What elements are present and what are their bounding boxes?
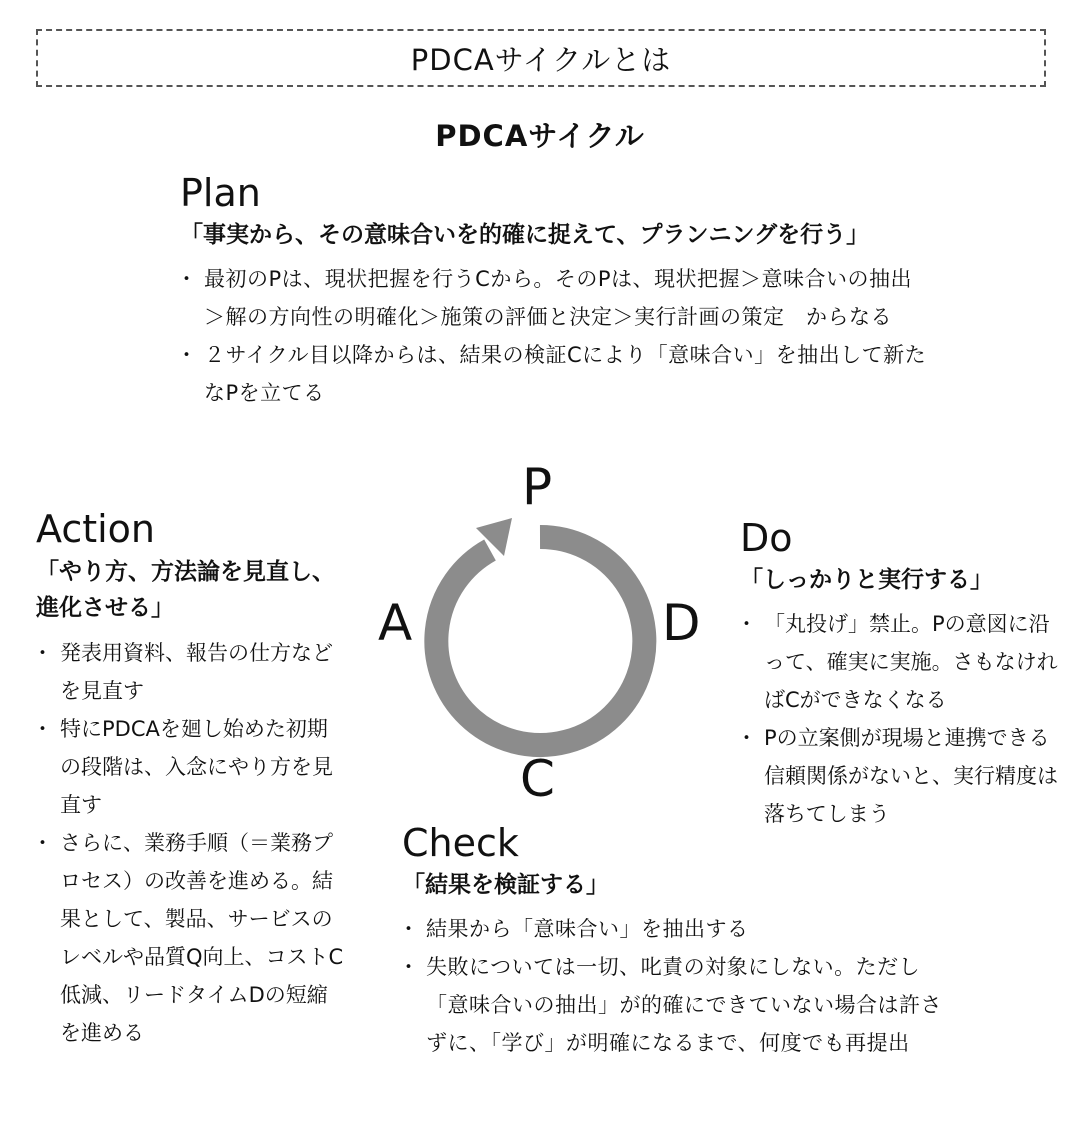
plan-bullet-2: ・ ２サイクル目以降からは、結果の検証Cにより「意味合い」を抽出して新たなPを立てる	[180, 336, 930, 412]
action-heading: Action	[36, 507, 156, 551]
pdca-cycle-diagram	[340, 440, 740, 820]
check-bullet-list	[402, 910, 962, 1062]
action-bullet-3: ・ さらに、業務手順（＝業務プロセス）の改善を進める。結果として、製品、サービスのレベルや品質Q向上、コストC低減、リードタイムDの短縮を進める	[36, 824, 346, 1052]
do-section	[740, 515, 1060, 833]
cycle-ring-arc	[436, 537, 644, 745]
cycle-title: PDCAサイクル	[435, 119, 645, 153]
action-subtitle: 「やり方、方法論を見直し、進化させる」	[36, 559, 335, 621]
check-bullet-2: ・ 失敗については一切、叱責の対象にしない。ただし「意味合いの抽出」が的確にできていない場合は許さずに、「学び」が明確になるまで、何度でも再提出	[402, 948, 962, 1062]
check-bullet-1: ・ 結果から「意味合い」を抽出する	[402, 910, 962, 948]
plan-subtitle: 「事実から、その意味合いを的確に捉えて、プランニングを行う」	[180, 222, 870, 248]
plan-bullet-1: ・ 最初のPは、現状把握を行うCから。そのPは、現状把握＞意味合いの抽出＞解の方向性の明確化＞施策の評価と決定＞実行計画の策定 からなる	[180, 260, 930, 336]
plan-heading: Plan	[180, 171, 261, 215]
header-title: PDCAサイクルとは	[410, 42, 672, 77]
action-section	[36, 506, 346, 1052]
plan-bullet-list	[180, 260, 930, 412]
cycle-letter-d: D	[662, 594, 701, 652]
do-bullet-2: ・ Pの立案側が現場と連携できる信頼関係がないと、実行精度は落ちてしまう	[740, 719, 1060, 833]
check-subtitle: 「結果を検証する」	[402, 872, 609, 898]
cycle-letter-a: A	[378, 594, 413, 652]
action-bullet-2: ・ 特にPDCAを廻し始めた初期の段階は、入念にやり方を見直す	[36, 710, 346, 824]
check-section	[402, 820, 962, 1062]
check-heading: Check	[402, 821, 519, 865]
action-bullet-1: ・ 発表用資料、報告の仕方などを見直す	[36, 634, 346, 710]
do-heading: Do	[740, 516, 793, 560]
do-bullet-list	[740, 605, 1060, 833]
header-title-box	[36, 29, 1046, 87]
plan-section	[180, 170, 930, 412]
cycle-letter-c: C	[520, 750, 555, 808]
do-bullet-1: ・ 「丸投げ」禁止。Pの意図に沿って、確実に実施。さもなければCができなくなる	[740, 605, 1060, 719]
do-subtitle: 「しっかりと実行する」	[740, 567, 993, 593]
cycle-letter-p: P	[522, 458, 553, 516]
action-bullet-list	[36, 634, 346, 1052]
